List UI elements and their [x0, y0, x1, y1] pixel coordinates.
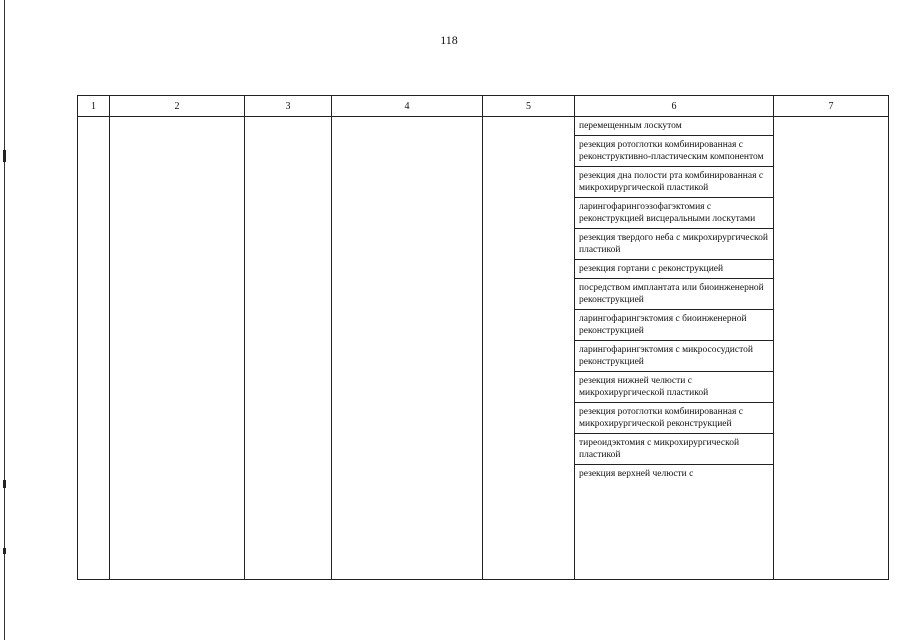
- scan-mark: [3, 548, 6, 554]
- column-header-5: 5: [483, 96, 575, 117]
- cell-col-3: [245, 117, 332, 580]
- table-row: [78, 117, 889, 580]
- scan-mark: [3, 480, 6, 488]
- cell-col-4: [332, 117, 483, 580]
- column-header-1: 1: [78, 96, 110, 117]
- list-item: перемещенным лоскутом: [575, 117, 773, 136]
- list-item: резекция дна полости рта комбинированная с микрохирургической пластикой: [575, 167, 773, 198]
- list-item: резекция ротоглотки комбинированная с микрохирургической реконструкцией: [575, 403, 773, 434]
- list-item: резекция верхней челюсти с: [579, 469, 694, 479]
- list-item: ларингофарингоэзофагэктомия с реконструкцией висцеральными лоскутами: [575, 198, 773, 229]
- list-item: ларингофарингэктомия с биоинженерной реконструкцией: [575, 310, 773, 341]
- header-row: [78, 96, 889, 117]
- cell-col-5: [483, 117, 575, 580]
- list-item: посредством имплантата или биоинженерной реконструкцией: [575, 279, 773, 310]
- column-header-7: 7: [774, 96, 889, 117]
- column-header-3: 3: [245, 96, 332, 117]
- column-header-2: 2: [110, 96, 245, 117]
- page-number: 118: [440, 33, 458, 47]
- column-header-4: 4: [332, 96, 483, 117]
- data-table: [77, 95, 889, 580]
- list-item: тиреоидэктомия с микрохирургической пластикой: [575, 434, 773, 465]
- list-item: ларингофарингэктомия с микрососудистой реконструкцией: [575, 341, 773, 372]
- scan-edge-line: [4, 0, 5, 640]
- cell-col-6: [575, 117, 774, 580]
- list-item: резекция ротоглотки комбинированная с реконструктивно-пластическим компонентом: [575, 136, 773, 167]
- list-item: резекция твердого неба с микрохирургической пластикой: [575, 229, 773, 260]
- column-header-6: 6: [575, 96, 774, 117]
- list-item: резекция гортани с реконструкцией: [575, 260, 773, 279]
- cell-col-1: [78, 117, 110, 580]
- cell-col-2: [110, 117, 245, 580]
- cell-col-7: [774, 117, 889, 580]
- scan-mark: [3, 150, 6, 162]
- list-item: резекция нижней челюсти с микрохирургической пластикой: [575, 372, 773, 403]
